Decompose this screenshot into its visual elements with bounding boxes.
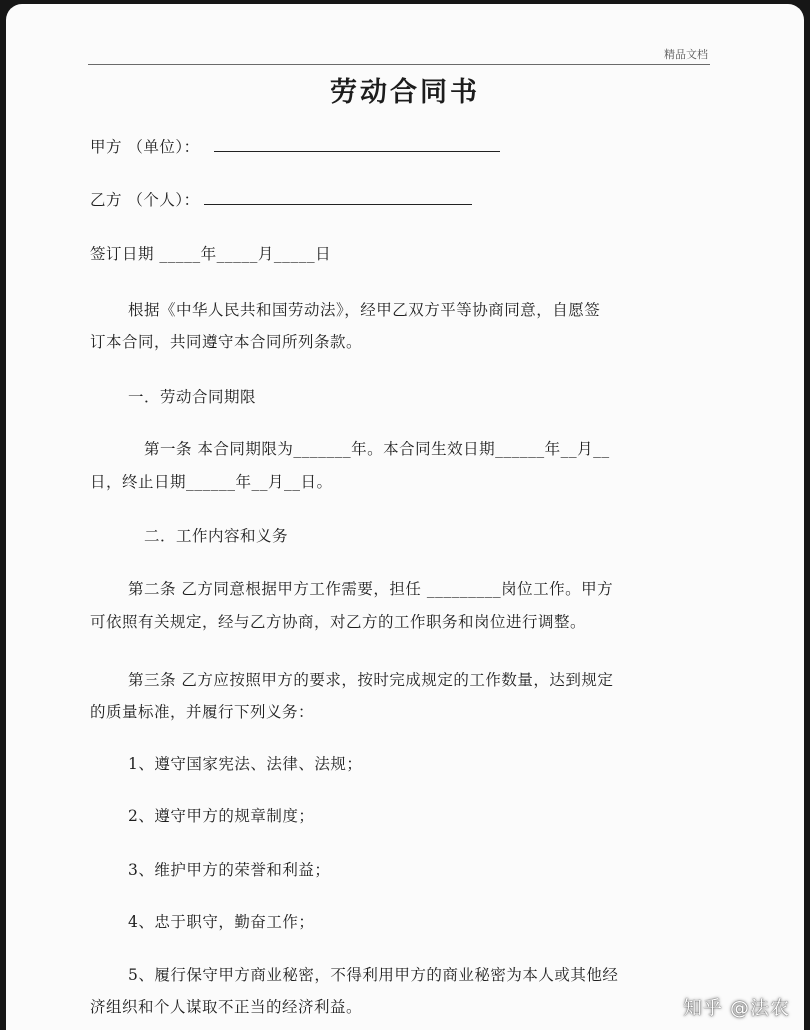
- duty-item-3: 3、维护甲方的荣誉和利益；: [128, 861, 331, 879]
- party-a-line: [90, 135, 500, 157]
- duty-item-1: 1、遵守国家宪法、法律、法规；: [128, 755, 363, 773]
- section-one-heading: 一．劳动合同期限: [128, 388, 257, 406]
- document-page: [6, 4, 804, 1030]
- sign-date-line: 签订日期 _____年_____月_____日: [90, 245, 332, 263]
- article-2-line-2: 可依照有关规定，经与乙方协商，对乙方的工作职务和岗位进行调整。: [90, 613, 587, 631]
- article-3-line-2: 的质量标准，并履行下列义务：: [90, 703, 315, 721]
- preamble-line-1: 根据《中华人民共和国劳动法》，经甲乙双方平等协商同意，自愿签: [128, 301, 601, 319]
- header-label: 精品文档: [664, 48, 708, 61]
- header-rule: [88, 64, 710, 65]
- party-b-line: [90, 188, 472, 210]
- article-3-line-1: 第三条 乙方应按照甲方的要求，按时完成规定的工作数量，达到规定: [128, 671, 614, 689]
- article-1-line-2: 日，终止日期______年__月__日。: [90, 473, 333, 491]
- article-2-line-1: 第二条 乙方同意根据甲方工作需要，担任 _________岗位工作。甲方: [128, 580, 614, 598]
- article-1-line-1: 第一条 本合同期限为_______年。本合同生效日期______年__月__: [144, 440, 610, 458]
- party-a-blank: [214, 137, 500, 152]
- duty-item-5-line-1: 5、履行保守甲方商业秘密，不得利用甲方的商业秘密为本人或其他经: [128, 966, 619, 984]
- duty-item-5-line-2: 济组织和个人谋取不正当的经济利益。: [90, 998, 363, 1016]
- document-title: 劳动合同书: [330, 77, 480, 108]
- party-b-blank: [204, 190, 472, 205]
- duty-item-4: 4、忠于职守，勤奋工作；: [128, 913, 315, 931]
- party-a-label: 甲方 （单位）：: [90, 138, 200, 156]
- section-two-heading: 二．工作内容和义务: [144, 527, 289, 545]
- duty-item-2: 2、遵守甲方的规章制度；: [128, 807, 315, 825]
- watermark-text: 知乎 @法农: [682, 997, 790, 1019]
- preamble-line-2: 订本合同，共同遵守本合同所列条款。: [90, 333, 363, 351]
- party-b-label: 乙方 （个人）：: [90, 191, 200, 209]
